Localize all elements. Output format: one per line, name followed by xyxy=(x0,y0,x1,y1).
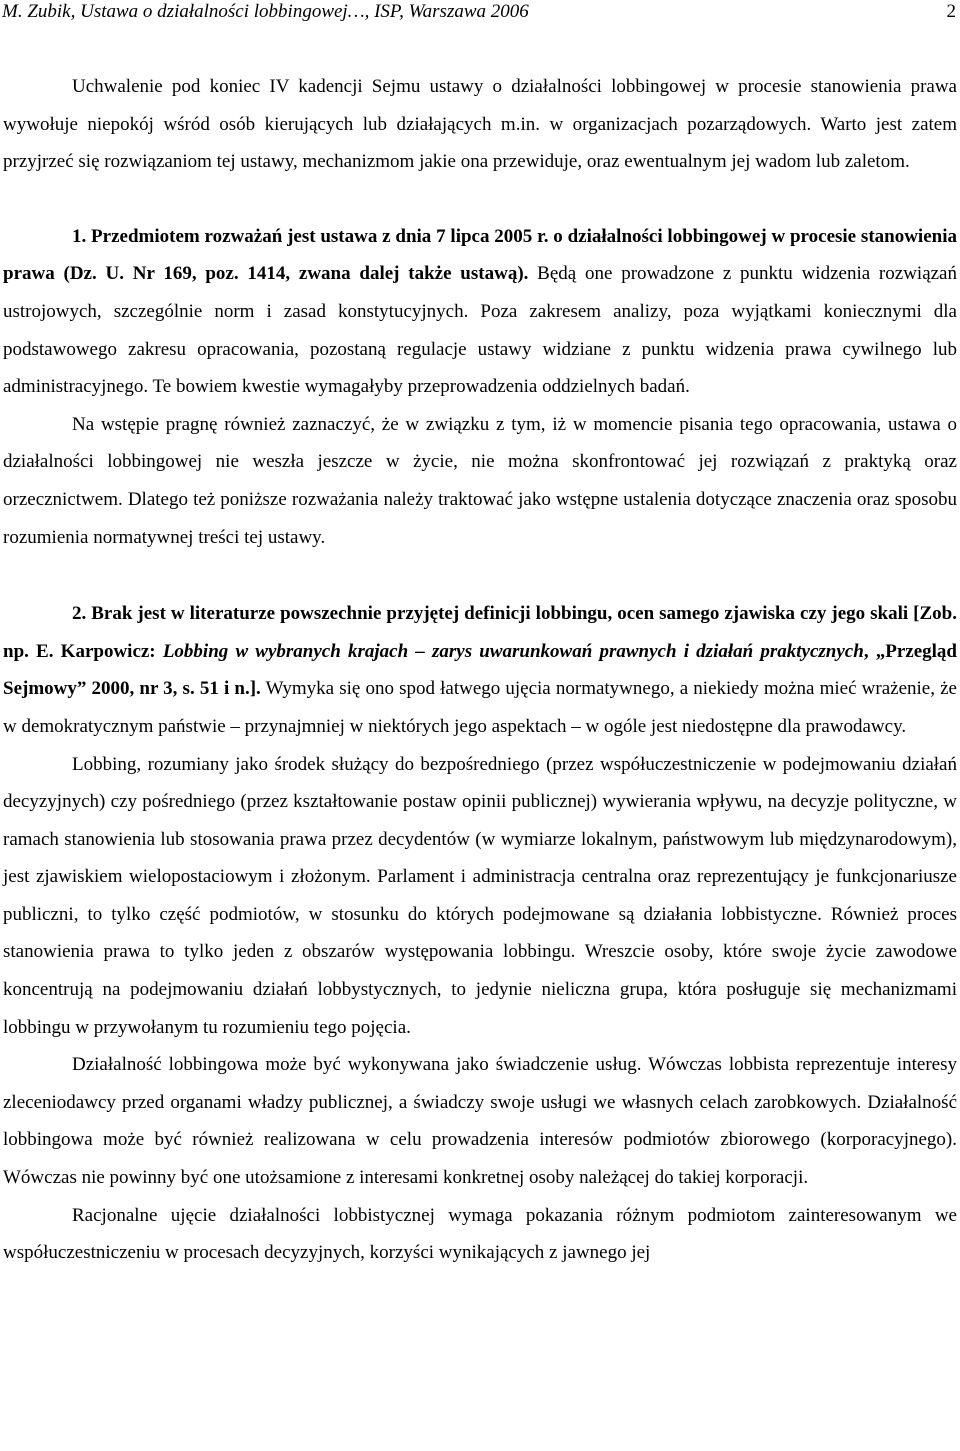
page-number: 2 xyxy=(946,1,956,22)
paragraph-spacer xyxy=(3,181,957,218)
cited-work-title: Lobbing w wybranych krajach – zarys uwarunkowań prawnych i działań praktycznych xyxy=(162,640,864,662)
paragraph-rational-approach: Racjonalne ujęcie działalności lobbistycznej wymaga pokazania różnym podmiotom zainteresowanym we współuczestniczeniu w procesach decyzyjnych, korzyści wynikających z jawnego jej xyxy=(3,1204,957,1264)
paragraph-lobbying-definition: Lobbing, rozumiany jako środek służący do bezpośredniego (przez współuczestniczenie w podejmowaniu działań decyzyjnych) czy pośredniego (przez kształtowanie postaw opinii publicznej) wywierania wpływu, na decyzje polityczne, w ramach stanowienia lub stosowania prawa przez decydentów (w wymiarze lokalnym, państwowym lub międzynarodowym), jest zjawiskiem wielopostaciowym i złożonym. Parlament i administracja centralna oraz reprezentujący je funkcjonariusze publiczni, to tylko część podmiotów, w stosunku do których podejmowane są działania lobbistyczne. Również proces stanowienia prawa to tylko jeden z obszarów występowania lobbingu. Wreszcie osoby, które swoje życie zawodowe koncentrują na podejmowaniu działań lobbystycznych, to jedynie nieliczna grupa, która posługuje się mechanizmami lobbingu w przywołanym tu rozumieniu tego pojęcia. xyxy=(3,753,957,1038)
header-title: M. Zubik, Ustawa o działalności lobbingowej…, ISP, Warszawa 2006 xyxy=(2,1,529,22)
citation-source: , „Przegląd Sejmowy” 2000, nr 3, s. 51 i n.]. xyxy=(3,640,957,700)
paragraph-section-2 xyxy=(3,595,957,745)
paragraph-section-1 xyxy=(3,218,957,406)
section-2-heading: 2. Brak jest w literaturze powszechnie przyjętej definicji lobbingu, ocen samego zjawiska czy jego skali [Zob. np. E. Karpowicz: xyxy=(3,603,957,662)
paragraph-lobbying-services: Działalność lobbingowa może być wykonywana jako świadczenie usług. Wówczas lobbista reprezentuje interesy zleceniodawcy przed organami władzy publicznej, a świadczy swoje usługi we własnych celach zarobkowych. Działalność lobbingowa może być również realizowana w celu prowadzenia interesów podmiotów zbiorowego (korporacyjnego). Wówczas nie powinny być one utożsamione z interesami konkretnej osoby należącej do takiej korporacji. xyxy=(3,1054,957,1189)
running-header xyxy=(0,0,960,26)
paragraph-spacer xyxy=(3,556,957,595)
section-2-text: Wymyka się ono spod łatwego ujęcia normatywnego, a niekiedy można mieć wrażenie, że w demokratycznym państwie – przynajmniej w niektórych jego aspektach – w ogóle jest niedostępne dla prawodawcy. xyxy=(3,678,957,737)
paragraph-intro: Uchwalenie pod koniec IV kadencji Sejmu ustawy o działalności lobbingowej w procesie stanowienia prawa wywołuje niepokój wśród osób kierujących lub działających m.in. w organizacjach pozarządowych. Warto jest zatem przyjrzeć się rozwiązaniom tej ustawy, mechanizmom jakie ona przewiduje, oraz ewentualnym jej wadom lub zaletom. xyxy=(3,76,957,173)
document-body xyxy=(3,68,957,1272)
section-1-heading: 1. Przedmiotem rozważań jest ustawa z dnia 7 lipca 2005 r. o działalności lobbingowej w procesie stanowienia prawa (Dz. U. Nr 169, poz. 1414, zwana dalej także ustawą). xyxy=(3,225,957,285)
paragraph-preliminary-note: Na wstępie pragnę również zaznaczyć, że w związku z tym, iż w momencie pisania tego opracowania, ustawa o działalności lobbingowej nie weszła jeszcze w życie, nie można skonfrontować jej rozwiązań z praktyką oraz orzecznictwem. Dlatego też poniższe rozważania należy traktować jako wstępne ustalenia dotyczące znaczenia oraz sposobu rozumienia normatywnej treści tej ustawy. xyxy=(3,413,957,548)
section-1-text: Będą one prowadzone z punktu widzenia rozwiązań ustrojowych, szczególnie norm i zasad konstytucyjnych. Poza zakresem analizy, poza wyjątkami koniecznymi dla podstawowego zakresu opracowania, pozostaną regulacje ustawy widziane z punktu widzenia prawa cywilnego lub administracyjnego. Te bowiem kwestie wymagałyby przeprowadzenia oddzielnych badań. xyxy=(3,263,957,398)
